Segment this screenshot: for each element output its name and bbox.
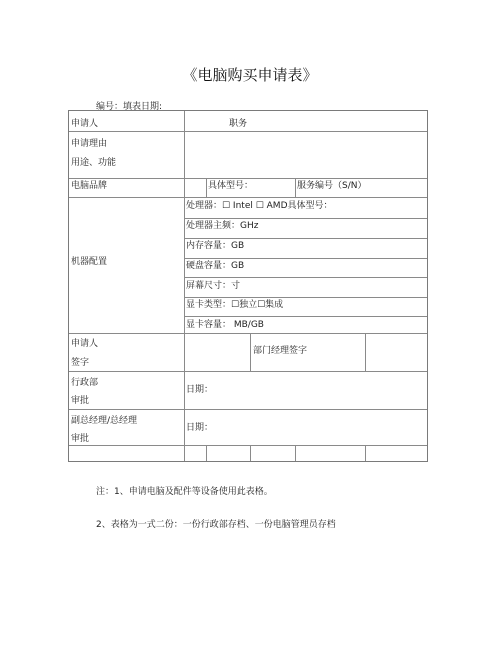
row-divider — [69, 197, 427, 198]
model-label: 具体型号： — [208, 181, 254, 191]
row-divider — [185, 238, 427, 239]
applicant-label: 申请人 — [71, 119, 99, 129]
position-label: 职务 — [229, 119, 248, 129]
row-divider — [69, 371, 427, 372]
row-divider — [69, 178, 427, 179]
row-divider — [185, 316, 427, 317]
serial-date-line: 编号：填表日期: — [96, 102, 163, 112]
gm-approval-label: 副总经理/总经理 — [71, 416, 138, 426]
row-divider — [185, 297, 427, 298]
brand-label: 电脑品牌 — [71, 181, 108, 191]
admin-approval-label: 审批 — [71, 396, 90, 406]
memory-row: 内存容量：GB — [186, 241, 245, 251]
col-divider — [295, 178, 296, 197]
row-divider — [185, 218, 427, 219]
col-divider — [206, 445, 207, 461]
note-1: 注：1、申请电脑及配件等设备使用此表格。 — [96, 487, 273, 497]
cpu-row: 处理器：☐ Intel ☐ AMD具体型号： — [186, 201, 333, 211]
row-divider — [69, 333, 427, 334]
applicant-sign-label: 签字 — [71, 358, 90, 368]
gpu-memory-row: 显卡容量： MB/GB — [186, 320, 264, 330]
row-divider — [185, 277, 427, 278]
applicant-sign-label: 申请人 — [71, 339, 99, 349]
col-divider — [365, 333, 366, 371]
usage-label: 用途、功能 — [71, 158, 117, 168]
col-divider — [295, 445, 296, 461]
col-divider — [184, 111, 185, 461]
col-divider — [206, 178, 207, 197]
application-form-table — [68, 110, 428, 462]
col-divider — [250, 333, 251, 371]
gm-date-label: 日期： — [186, 423, 214, 433]
screen-size-row: 屏幕尺寸：寸 — [186, 281, 241, 291]
page-title: 《电脑购买申请表》 — [182, 66, 318, 84]
row-divider — [185, 258, 427, 259]
config-label: 机器配置 — [71, 257, 108, 267]
col-divider — [365, 445, 366, 461]
col-divider — [250, 445, 251, 461]
reason-label: 申请理由 — [71, 139, 108, 149]
note-2: 2、表格为一式二份：一份行政部存档、一份电脑管理员存档 — [96, 520, 336, 530]
cpu-frequency-row: 处理器主频：GHz — [186, 221, 259, 231]
row-divider — [69, 445, 427, 446]
gm-approval-label: 审批 — [71, 434, 90, 444]
gpu-type-row: 显卡类型：☐独立☐集成 — [186, 300, 284, 310]
disk-row: 硬盘容量：GB — [186, 261, 245, 271]
row-divider — [69, 409, 427, 410]
service-number-label: 服务编号（S/N） — [297, 181, 367, 191]
row-divider — [69, 131, 427, 132]
admin-approval-label: 行政部 — [71, 378, 99, 388]
dept-manager-sign-label: 部门经理签字 — [253, 346, 308, 356]
admin-date-label: 日期： — [186, 385, 214, 395]
